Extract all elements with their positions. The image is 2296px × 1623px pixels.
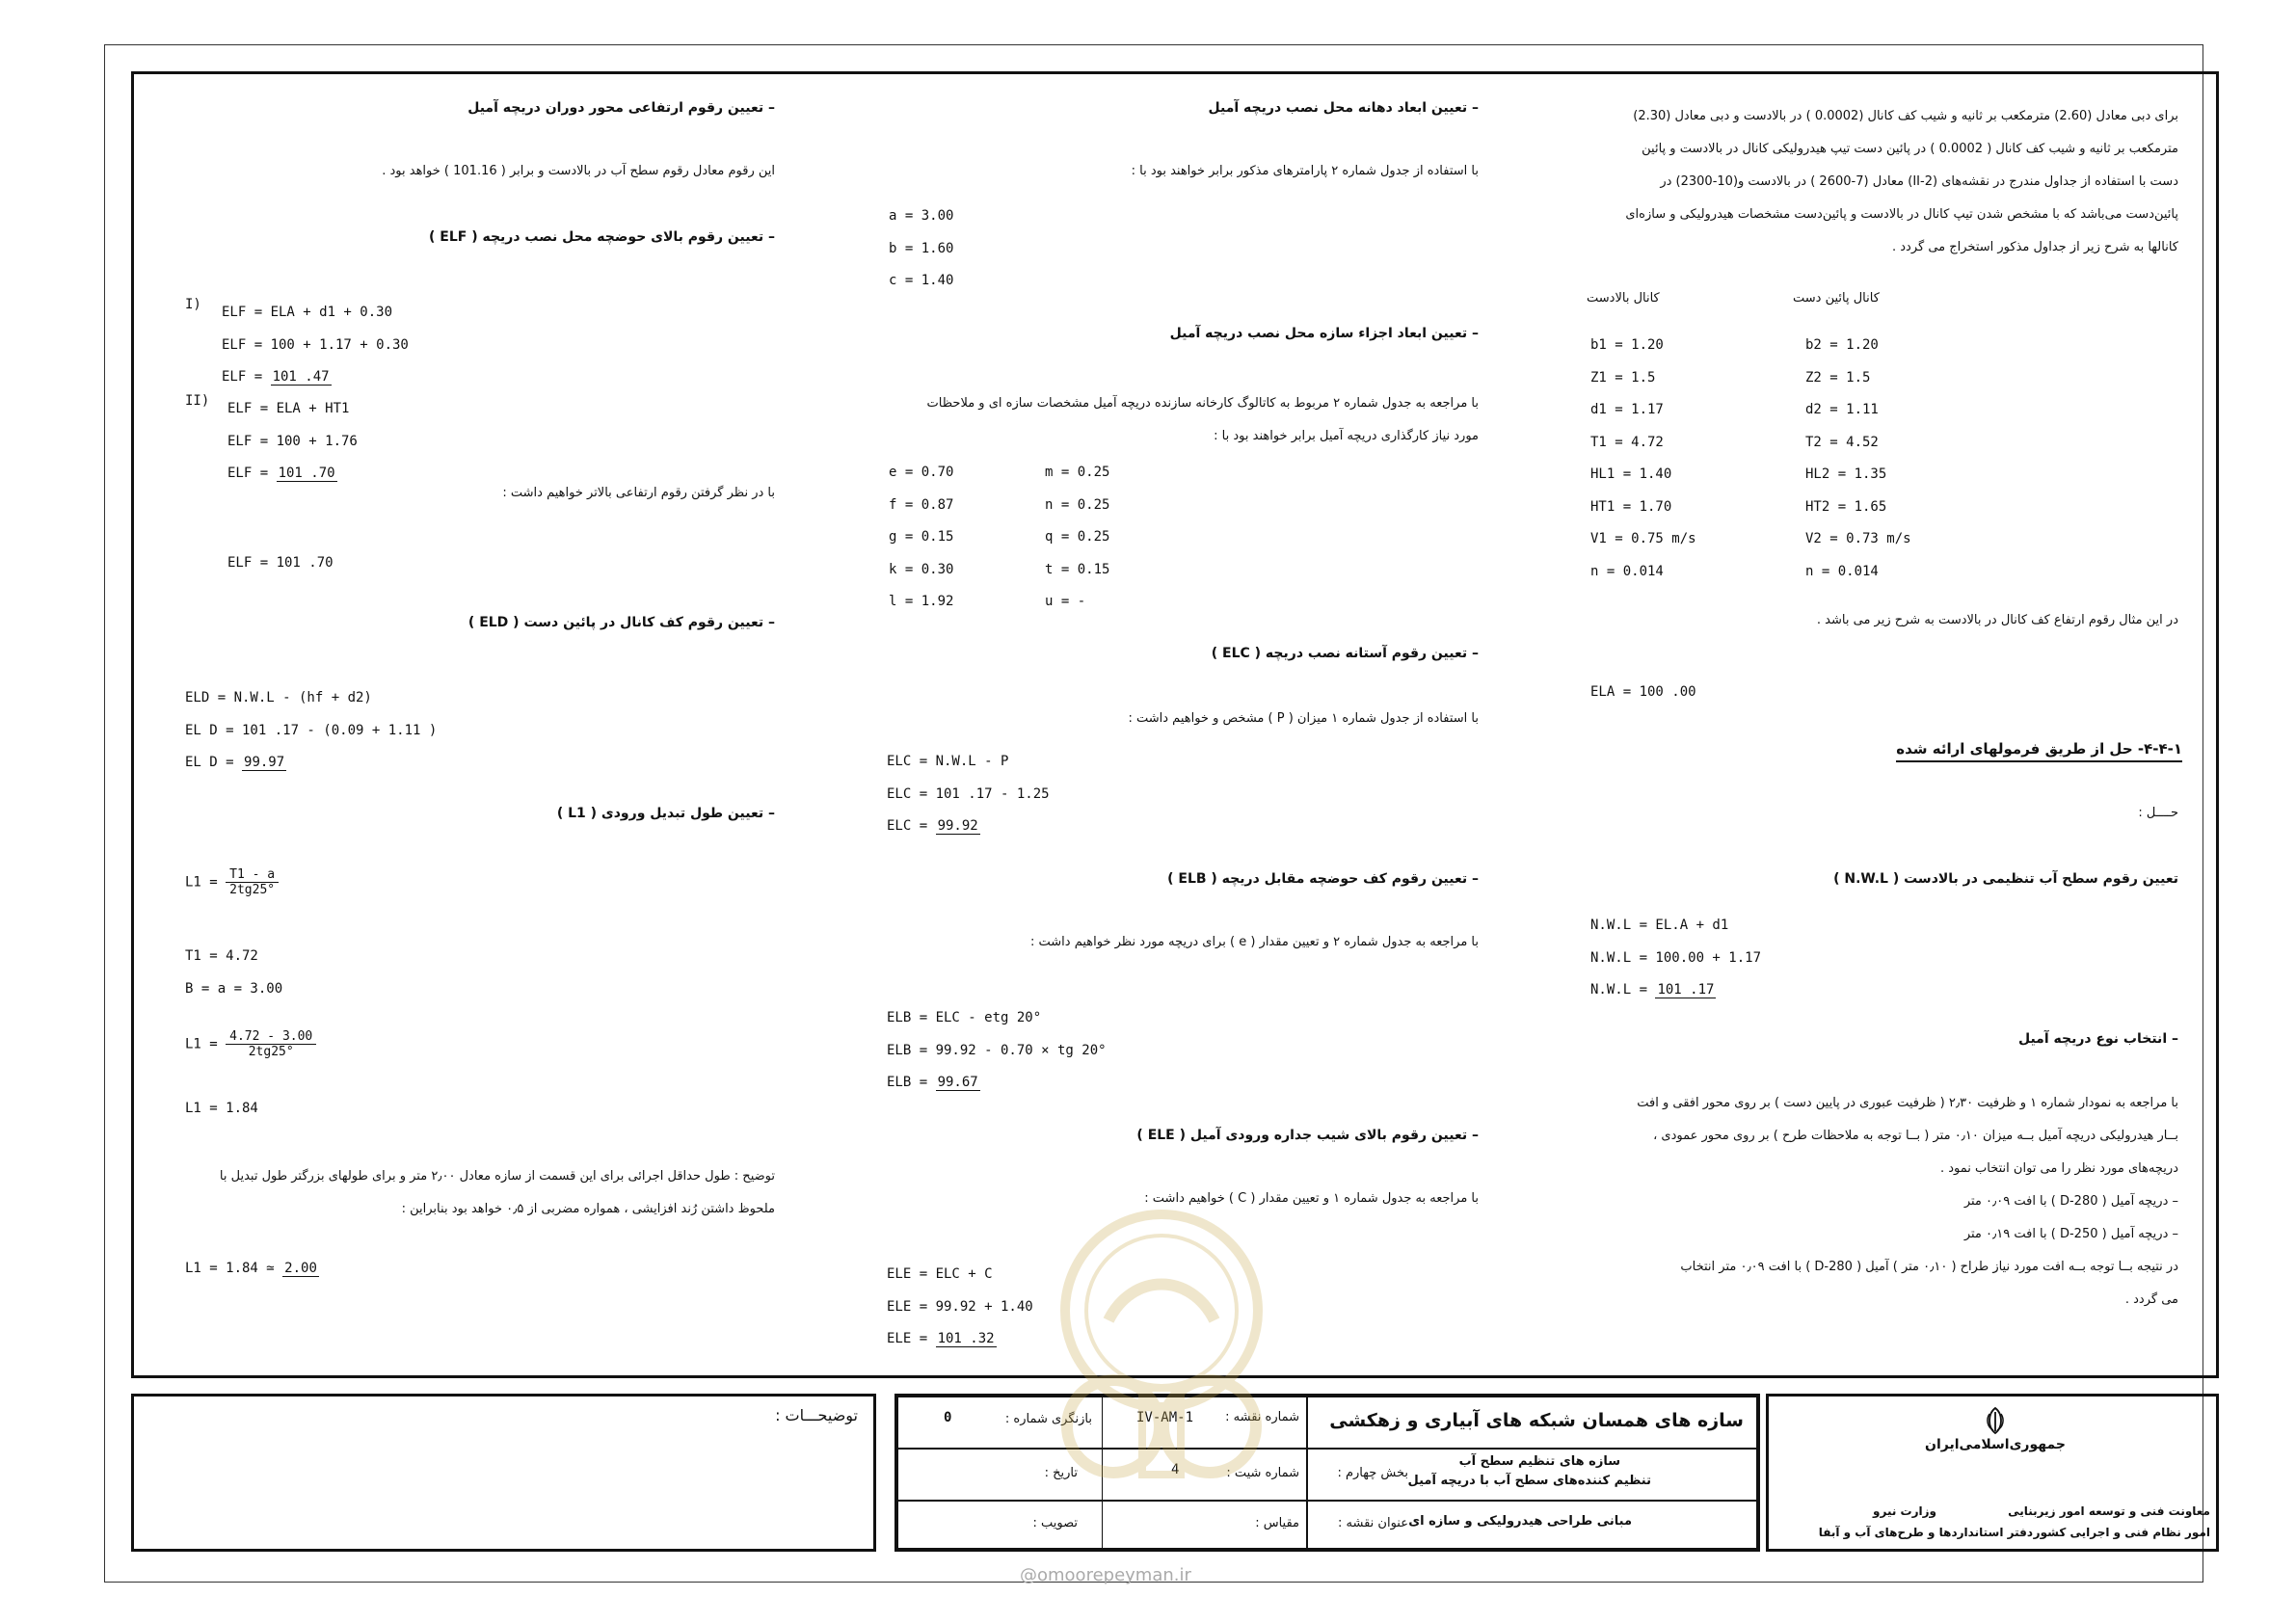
equation	[222, 361, 409, 394]
equation: ELF = ELA + HT1	[227, 401, 350, 416]
equation-result: 99.67	[937, 1075, 978, 1090]
gate-text-line: با مراجعه به نمودار شماره ۱ و ظرفیت ۲٫۳۰ ( ظرفیت عبوری در پایین دست ) بر روی محور افقی و افت	[1637, 1096, 2178, 1110]
downstream-header: کانال پائین دست	[1793, 291, 1880, 306]
equation: ELB = ELC - etg 20°	[887, 1010, 1042, 1025]
l1-final	[185, 1261, 319, 1276]
dim-b: b = 1.60	[889, 240, 954, 256]
equation-result: 101 .32	[937, 1331, 995, 1346]
intro-line: دست با استفاده از جداول مندرج در نقشه‌های (II-2) معادل (7-2600 ) در بالادست و(10-2300) در	[1660, 174, 2178, 189]
section-line-2: تنظیم کننده‌های سطح آب با دریچه آمیل	[1407, 1474, 1651, 1488]
parts-title: – تعیین ابعاد اجزاء سازه محل نصب دریچه آمیل	[1169, 326, 1479, 341]
main-title: سازه های همسان شبکه های آبیاری و زهکشی	[1329, 1410, 1744, 1431]
approval-label: تصویب :	[1032, 1516, 1078, 1530]
param-e: e = 0.70	[889, 465, 954, 480]
param-ht2: HT2 = 1.65	[1805, 498, 1887, 515]
fraction-numerator: T1 - a	[226, 867, 279, 883]
l1-formula	[185, 867, 279, 897]
ele-equations	[887, 1259, 1033, 1356]
equation-result: 99.97	[244, 755, 285, 770]
gate-title: – انتخاب نوع دریچه آمیل	[2017, 1031, 2178, 1047]
elf-case-i: I)	[185, 297, 201, 312]
elb-title: – تعیین رقوم کف حوضچه مقابل دریچه ( ELB )	[1167, 871, 1479, 887]
parts-text	[927, 387, 1479, 453]
equation: ELF = 100 + 1.76	[227, 433, 358, 449]
parts-text-line: با مراجعه به جدول شماره ۲ مربوط به کاتالوگ کارخانه سازنده دریچه آمیل مشخصات سازه ای و ملاحظات	[926, 396, 1479, 411]
param-ht1: HT1 = 1.70	[1590, 498, 1672, 515]
org-line-2: امور نظام فنی و اجرایی کشور	[2033, 1526, 2210, 1539]
elf-final: ELF = 101 .70	[227, 555, 334, 571]
sheet-label: شماره شیت :	[1226, 1466, 1299, 1480]
revision-value: 0	[944, 1410, 952, 1425]
elb-equations	[887, 1002, 1107, 1100]
elf-title: – تعیین رقوم بالای حوضچه محل نصب دریچه ( ELF )	[428, 229, 775, 245]
eld-equations	[185, 682, 437, 780]
ela-text: در این مثال رقوم ارتفاع کف کانال در بالادست به شرح زیر می باشد .	[1816, 613, 2178, 627]
equation: ELE = ELC + C	[887, 1266, 993, 1282]
param-b: B = a = 3.00	[185, 980, 283, 997]
upstream-params	[1590, 330, 1696, 588]
param-t1: T1 = 4.72	[1590, 434, 1664, 450]
drawing-no: IV-AM-1	[1136, 1410, 1194, 1425]
ele-text: با مراجعه به جدول شماره ۱ و تعیین مقدار ( C ) خواهیم داشت :	[1144, 1191, 1479, 1206]
axis-title: – تعیین رقوم ارتفاعی محور دوران دریچه آمیل	[467, 100, 775, 116]
elf-equations-ii	[227, 393, 358, 491]
param-d2: d2 = 1.11	[1805, 402, 1879, 417]
equation-lhs: ELE =	[887, 1331, 936, 1346]
elf-equations-i	[222, 297, 409, 394]
equation-result: 101 .70	[278, 466, 335, 481]
watermark-logo	[1017, 1205, 1306, 1552]
section-line-1: سازه های تنظیم سطح آب	[1458, 1454, 1620, 1469]
param-u: u = -	[1045, 594, 1086, 609]
fraction-denominator: 2tg25°	[248, 1045, 294, 1059]
elc-equations	[887, 746, 1050, 843]
equation: ELF = 100 + 1.17 + 0.30	[222, 336, 409, 353]
date-label: تاریخ :	[1044, 1466, 1078, 1480]
param-b2: b2 = 1.20	[1805, 337, 1879, 353]
dim-c: c = 1.40	[889, 273, 954, 288]
param-t1: T1 = 4.72	[185, 948, 258, 964]
notes-box	[131, 1394, 876, 1552]
downstream-params	[1805, 330, 1911, 588]
fraction	[226, 1029, 316, 1059]
param-l: l = 1.92	[889, 594, 954, 609]
l1-title: – تعیین طول تبدیل ورودی ( L1 )	[556, 806, 775, 821]
param-hl2: HL2 = 1.35	[1805, 466, 1887, 482]
param-m: m = 0.25	[1045, 465, 1110, 480]
param-d1: d1 = 1.17	[1590, 402, 1664, 417]
dims-list	[889, 200, 953, 298]
gate-text-line: بــار هیدرولیکی دریچه آمیل بــه میزان ۰٫۱۰ متر ( بــا توجه به ملاحظات طرح ) بر روی محور عمودی ،	[1653, 1129, 2178, 1143]
dim-text: با استفاده از جدول شماره ۲ پارامترهای مذکور برابر خواهند بود با :	[1131, 164, 1479, 178]
section-title: ۴-۴-۱- حل از طریق فرمولهای ارائه شده	[1896, 740, 2182, 762]
emblem-org: جمهوری‌اسلامی‌ایران	[1925, 1437, 2066, 1452]
intro-line: کانالها به شرح زیر از جداول مذکور استخراج می گردد .	[1891, 240, 2178, 254]
equation-lhs: ELF =	[222, 369, 271, 385]
l1-value: L1 = 1.84	[185, 1101, 258, 1116]
eld-title: – تعیین رقوم کف کانال در پائین دست ( ELD )	[467, 615, 775, 630]
equation: ELF = ELA + d1 + 0.30	[222, 305, 393, 320]
elb-text: با مراجعه به جدول شماره ۲ و تعیین مقدار ( e ) برای دریچه مورد نظر خواهیم داشت :	[1030, 935, 1479, 949]
equation	[887, 1067, 1107, 1100]
gate-text	[1637, 1087, 2178, 1317]
l1-params	[185, 941, 282, 1005]
equation-lhs: L1 =	[185, 874, 218, 891]
parts-text-line: مورد نیاز کارگذاری دریچه آمیل برابر خواهند بود با :	[1214, 429, 1479, 443]
gate-result-line: می گردد .	[2124, 1292, 2178, 1307]
intro-paragraph	[1625, 100, 2178, 264]
nwl-equations	[1590, 910, 1761, 1007]
drawing-title: مبانی طراحی هیدرولیکی و سازه ای	[1408, 1514, 1632, 1529]
notes-label: توضیحـــات :	[775, 1406, 858, 1424]
param-b1: b1 = 1.20	[1590, 337, 1664, 353]
l1-substitution	[185, 1029, 316, 1059]
param-g: g = 0.15	[889, 529, 954, 545]
drawing-title-label: عنوان نقشه :	[1338, 1516, 1408, 1530]
param-f: f = 0.87	[889, 496, 954, 513]
ele-title: – تعیین رقوم بالای شیب جداره ورودی آمیل ( ELE )	[1136, 1128, 1479, 1143]
equation-result: 2.00	[284, 1261, 317, 1276]
revision-label: بازنگری شماره :	[1004, 1412, 1092, 1426]
l1-note	[220, 1160, 775, 1226]
equation	[185, 747, 437, 780]
ministry-line-2: دفتر استانداردها و طرح‌های آب و آبفا	[1818, 1526, 2033, 1539]
elc-text: با استفاده از جدول شماره ۱ میزان ( P ) مشخص و خواهیم داشت :	[1128, 711, 1479, 726]
fraction	[226, 867, 279, 897]
param-q: q = 0.25	[1045, 529, 1110, 545]
org-line-1: معاونت فنی و توسعه امور زیربنایی	[2008, 1504, 2210, 1518]
equation-lhs: ELC =	[887, 818, 936, 834]
intro-line: مترمکعب بر ثانیه و شیب کف کانال ( 0.0002 ) در پائین دست تیپ هیدرولیکی کانال در بالادست و پائین	[1642, 142, 2178, 156]
param-n1: n = 0.014	[1590, 563, 1664, 579]
equation: ELC = N.W.L - P	[887, 754, 1009, 769]
upstream-header: کانال بالادست	[1587, 291, 1660, 306]
sheet-value: 4	[1171, 1462, 1180, 1477]
param-z2: Z2 = 1.5	[1805, 369, 1871, 386]
equation: EL D = 101 .17 - (0.09 + 1.11 )	[185, 722, 438, 738]
param-n: n = 0.25	[1045, 496, 1110, 513]
equation-lhs: EL D =	[185, 755, 243, 770]
equation-lhs: L1 = 1.84 ≃	[185, 1261, 283, 1276]
equation-lhs: ELB =	[887, 1075, 936, 1090]
drawing-no-label: شماره نقشه :	[1225, 1410, 1299, 1424]
fraction-numerator: 4.72 - 3.00	[226, 1029, 316, 1045]
equation: ELC = 101 .17 - 1.25	[887, 785, 1050, 802]
elc-title: – تعیین رقوم آستانه نصب دریچه ( ELC )	[1211, 646, 1479, 661]
iran-emblem-icon	[1982, 1406, 2009, 1435]
note-line: ملحوظ داشتن رُند افزایشی ، همواره مضربی از ۰٫۵ خواهد بود بنابراین :	[401, 1202, 775, 1216]
intro-line: برای دبی معادل (2.60) مترمکعب بر ثانیه و شیب کف کانال (0.0002 ) در بالادست و دبی معادل (2.30)	[1633, 109, 2178, 123]
organization-box	[1766, 1394, 2219, 1552]
param-t: t = 0.15	[1045, 561, 1110, 577]
param-v2: V2 = 0.73 m/s	[1805, 531, 1911, 546]
equation-result: 101 .17	[1657, 982, 1715, 998]
elf-case-ii: II)	[185, 393, 210, 409]
nwl-title: تعیین رقوم سطح آب تنظیمی در بالادست ( N.W.L )	[1833, 871, 2178, 887]
watermark-text: @omoorepeyman.ir	[1020, 1565, 1191, 1585]
equation: ELB = 99.92 - 0.70 × tg 20°	[887, 1042, 1107, 1058]
equation-lhs: N.W.L =	[1590, 982, 1656, 998]
equation: ELD = N.W.L - (hf + d2)	[185, 690, 372, 705]
equation: N.W.L = 100.00 + 1.17	[1590, 949, 1762, 966]
param-v1: V1 = 0.75 m/s	[1590, 531, 1696, 546]
equation-result: 101 .47	[272, 369, 330, 385]
section-label: بخش چهارم :	[1337, 1466, 1408, 1480]
equation	[887, 811, 1050, 843]
ministry-line-1: وزارت نیرو	[1873, 1504, 1936, 1518]
param-n2: n = 0.014	[1805, 563, 1879, 579]
equation	[1590, 974, 1761, 1007]
intro-line: پائین‌دست می‌باشد که با مشخص شدن تیپ کانال در بالادست و پائین‌دست مشخصات هیدرولیکی و سازه‌ای	[1625, 207, 2178, 222]
param-hl1: HL1 = 1.40	[1590, 466, 1672, 482]
equation-lhs: ELF =	[227, 466, 277, 481]
param-k: k = 0.30	[889, 561, 954, 577]
equation	[887, 1323, 1033, 1356]
scale-label: مقیاس :	[1255, 1516, 1299, 1530]
equation: N.W.L = EL.A + d1	[1590, 918, 1729, 933]
gate-option: – دریچه آمیل ( D-250 ) با افت ۰٫۱۹ متر	[1963, 1227, 2178, 1241]
fraction-denominator: 2tg25°	[229, 883, 276, 897]
dim-title: – تعیین ابعاد دهانه محل نصب دریچه آمیل	[1208, 100, 1479, 116]
equation	[227, 458, 358, 491]
param-t2: T2 = 4.52	[1805, 434, 1879, 450]
param-z1: Z1 = 1.5	[1590, 369, 1656, 386]
axis-text: این رقوم معادل رقوم سطح آب در بالادست و برابر ( 101.16 ) خواهد بود .	[382, 164, 775, 178]
parts-left	[889, 457, 953, 619]
parts-right	[1045, 457, 1109, 619]
note-line: توضیح : طول حداقل اجرائی برای این قسمت از سازه معادل ۲٫۰۰ متر و برای طولهای بزرگتر طول تبدیل با	[219, 1169, 775, 1184]
equation-lhs: L1 =	[185, 1036, 218, 1052]
elf-note: با در نظر گرفتن رقوم ارتفاعی بالاتر خواهیم داشت :	[502, 486, 775, 500]
gate-option: – دریچه آمیل ( D-280 ) با افت ۰٫۰۹ متر	[1963, 1194, 2178, 1209]
equation: ELE = 99.92 + 1.40	[887, 1298, 1033, 1315]
equation-result: 99.92	[937, 818, 978, 834]
gate-result-line: در نتیجه بــا توجه بــه افت مورد نیاز طراح ( ۰٫۱۰ متر ) آمیل ( D-280 ) با افت ۰٫۰۹ متر انتخاب	[1680, 1260, 2178, 1274]
hal-label: حــــل :	[2138, 806, 2178, 820]
dim-a: a = 3.00	[889, 208, 954, 224]
ela-value: ELA = 100 .00	[1590, 684, 1696, 700]
gate-text-line: دریچه‌های مورد نظر را می توان انتخاب نمود .	[1940, 1161, 2178, 1176]
